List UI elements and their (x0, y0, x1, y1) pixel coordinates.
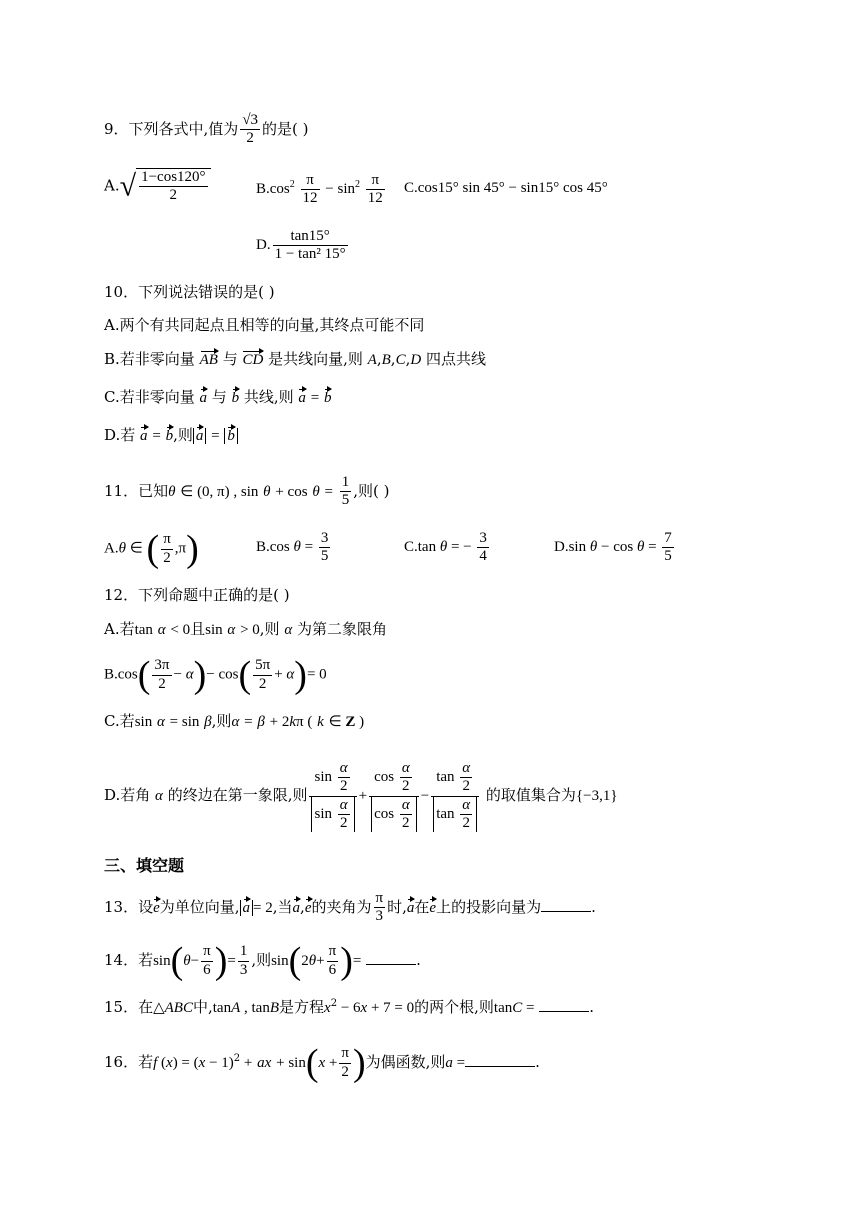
q10-option-d: D.若 a = b,则 a = b (104, 428, 238, 444)
q9-stem (104, 112, 309, 148)
q12-option-b: B.cos( $\frac{3\pi}{2}$ − α)− cos( $\frac{5\pi}{2}$ + α)= 0 (104, 654, 327, 696)
q14-stem: 14．若sin(θ− $\frac{\pi}{6}$ )= $\frac{1}{3}$ ,则sin(2θ+ $\frac{\pi}{6}$ )= . (104, 940, 421, 982)
q9-value: $\frac{√3}{2}$ (242, 112, 259, 147)
q10-option-a: A.两个有共同起点且相等的向量,其终点可能不同 (104, 316, 425, 334)
q11-stem: 11．已知θ ∈ (0, π) , sin θ + cos θ = $\frac{1}{5}$ ,则( ) (104, 474, 390, 509)
q11-option-b: B.cos θ = $\frac{3}{5}$ (256, 530, 329, 565)
section-title: 三、填空题 (104, 856, 185, 875)
q9-option-b: $B.\cos^2$ $\frac{\pi}{12}$ − $\sin^2$ $\frac{\pi}{12}$ (256, 172, 383, 207)
q10-option-c: C.若非零向量 a 与 b 共线,则 a = b (104, 388, 332, 406)
q12-stem: 12．下列命题中正确的是( ) (104, 586, 290, 604)
q12-option-a: A.若tan α < 0且sin α > 0,则 α 为第二象限角 (104, 620, 388, 638)
answer-blank-15[interactable] (539, 999, 589, 1012)
q11-option-d: D.sin θ − cos θ = $\frac{7}{5}$ (554, 530, 672, 565)
answer-blank-16[interactable] (465, 1054, 535, 1067)
q9-option-a: A.√ $\frac{1-\cos 120^\circ}{2}$ (104, 168, 211, 205)
q10-option-b: B.若非零向量 AB 与 CD 是共线向量,则 A,B,C,D 四点共线 (104, 350, 487, 368)
q10-stem: 10．下列说法错误的是( ) (104, 283, 275, 301)
answer-blank-14[interactable] (366, 952, 416, 965)
q12-option-d: D.若角 α 的终边在第一象限,则 sin $\frac{\alpha}{2}$ sin $\frac{\alpha}{2}$ + cos $\frac{\alpha}{2}$ cos $\frac{\alpha}{2}$ − tan $\frac{\alpha}{2}$ tan $\frac{\alpha}{2}$ 的取值集合为{−3,1} (104, 760, 618, 831)
q12-option-c: C.若sin α = sin β,则α = β + 2kπ ( k ∈ Z ) (104, 712, 365, 730)
q9-option-d: D. $\frac{\tan 15^\circ}{\text{1 − tan² 15°}}$ (256, 228, 346, 263)
q9-stem-text: 9．下列各式中,值为 (104, 119, 239, 138)
q13-stem: 13．设e为单位向量, a = 2,当a,e的夹角为 $\frac{\pi}{3}$ 时,a在e上的投影向量为 . (104, 890, 596, 925)
q11-option-a: A.θ ∈ ( $\frac{\pi}{2}$ ,π) (104, 528, 199, 570)
q11-option-c: C.tan θ = − $\frac{3}{4}$ (404, 530, 487, 565)
q9-option-c: C.cos15° sin 45° − sin15° cos 45° (404, 180, 608, 196)
q9-stem-end: 的是( ) (262, 119, 309, 138)
q15-stem: 15．在△ABC中,tanA , tanB是方程$x^2 - 6x + 7 = 0$的两个根,则tanC = . (104, 998, 595, 1016)
answer-blank-13[interactable] (541, 899, 591, 912)
q16-stem: 16．若f $(x) = (x - 1)^2$ + ax + sin(x + $\frac{\pi}{2}$ )为偶函数,则a = . (104, 1042, 540, 1084)
